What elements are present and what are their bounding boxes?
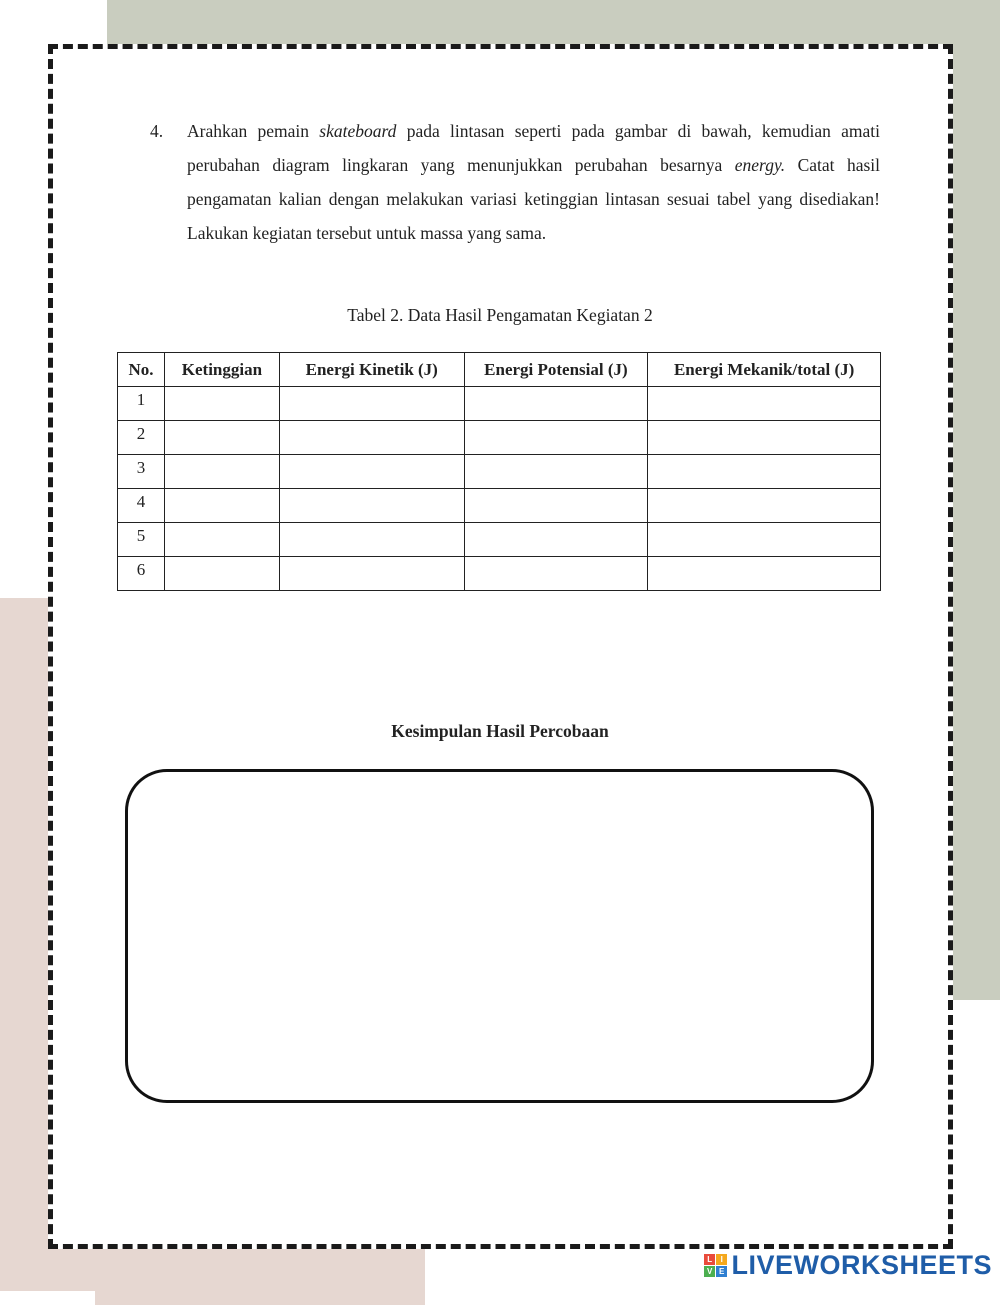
cell-energi-kinetik[interactable] [279, 455, 464, 489]
logo-letter-i: I [716, 1254, 727, 1265]
cell-energi-potensial[interactable] [464, 489, 648, 523]
cell-energi-kinetik[interactable] [279, 387, 464, 421]
cell-ketinggian[interactable] [164, 421, 279, 455]
cell-energi-kinetik[interactable] [279, 523, 464, 557]
table-header-row [118, 353, 881, 387]
row-number: 3 [118, 455, 165, 489]
row-number: 5 [118, 523, 165, 557]
cell-ketinggian[interactable] [164, 557, 279, 591]
header-no: No. [118, 353, 165, 387]
table-row [118, 421, 881, 455]
cell-energi-potensial[interactable] [464, 557, 648, 591]
row-number: 2 [118, 421, 165, 455]
question-italic-energy: energy. [734, 155, 786, 175]
cell-energi-mekanik[interactable] [648, 523, 881, 557]
conclusion-answer-box[interactable] [125, 769, 874, 1103]
cell-energi-potensial[interactable] [464, 387, 648, 421]
question-4 [150, 114, 880, 250]
question-italic-skateboard: skateboard [319, 121, 397, 141]
cell-energi-potensial[interactable] [464, 523, 648, 557]
cell-energi-potensial[interactable] [464, 455, 648, 489]
liveworksheets-logo-icon [704, 1254, 727, 1277]
header-energi-kinetik: Energi Kinetik (J) [279, 353, 464, 387]
table-row [118, 489, 881, 523]
row-number: 4 [118, 489, 165, 523]
logo-letter-l: L [704, 1254, 715, 1265]
table-row [118, 387, 881, 421]
row-number: 6 [118, 557, 165, 591]
cell-ketinggian[interactable] [164, 387, 279, 421]
table-caption: Tabel 2. Data Hasil Pengamatan Kegiatan 2 [347, 305, 653, 325]
cell-energi-mekanik[interactable] [648, 489, 881, 523]
cell-energi-mekanik[interactable] [648, 455, 881, 489]
cell-energi-potensial[interactable] [464, 421, 648, 455]
header-ketinggian: Ketinggian [164, 353, 279, 387]
cell-ketinggian[interactable] [164, 489, 279, 523]
cell-ketinggian[interactable] [164, 523, 279, 557]
header-energi-potensial: Energi Potensial (J) [464, 353, 648, 387]
observation-table [117, 352, 881, 591]
cell-energi-mekanik[interactable] [648, 557, 881, 591]
cell-energi-mekanik[interactable] [648, 387, 881, 421]
logo-letter-v: V [704, 1266, 715, 1277]
table-row [118, 455, 881, 489]
logo-letter-e: E [716, 1266, 727, 1277]
background-shape-pink-bottom [95, 1245, 425, 1305]
table-row [118, 557, 881, 591]
table-row [118, 523, 881, 557]
question-text: Arahkan pemain skateboard pada lintasan seperti pada gambar di bawah, kemudian amati perubahan diagram lingkaran yang menunjukkan perubahan besarnya energy. Catat hasil pengamatan kalian dengan melakukan variasi ketinggian lintasan sesuai tabel yang disediakan! Lakukan kegiatan tersebut untuk massa yang sama. [187, 121, 880, 243]
cell-energi-kinetik[interactable] [279, 489, 464, 523]
liveworksheets-logo [704, 1250, 992, 1281]
cell-energi-kinetik[interactable] [279, 421, 464, 455]
row-number: 1 [118, 387, 165, 421]
cell-ketinggian[interactable] [164, 455, 279, 489]
header-energi-mekanik: Energi Mekanik/total (J) [648, 353, 881, 387]
brand-name: LIVEWORKSHEETS [731, 1250, 992, 1280]
cell-energi-kinetik[interactable] [279, 557, 464, 591]
cell-energi-mekanik[interactable] [648, 421, 881, 455]
conclusion-title: Kesimpulan Hasil Percobaan [391, 721, 609, 741]
question-number: 4. [150, 121, 164, 141]
